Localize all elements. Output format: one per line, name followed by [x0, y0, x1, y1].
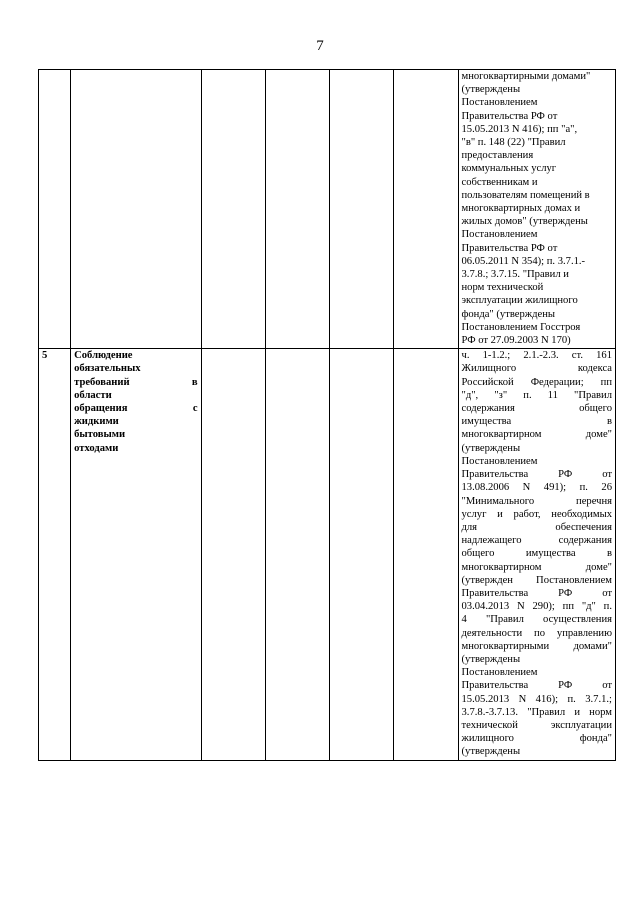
reference-line: Правительства РФ от [461, 469, 612, 481]
reference-line: пользователям помещений в [461, 189, 590, 201]
reference-line: 03.04.2013 N 290); пп "д" п. [461, 601, 612, 613]
requirement-line: требований в [74, 376, 198, 388]
reference-line: 15.05.2013 N 416); п. 3.7.1.; [461, 693, 612, 705]
reference-line: (утверждены [461, 442, 521, 454]
requirement-line: обращения с [74, 403, 198, 415]
reference-line: (утверждены [461, 84, 521, 96]
reference-line: содержания общего [461, 403, 612, 415]
reference-line: Постановлением [461, 97, 538, 109]
reference-line: Правительства РФ от [461, 110, 558, 122]
reference-line: Правительства РФ от [461, 587, 612, 599]
requirement-cell [71, 349, 202, 760]
reference-line: Постановлением Госстроя [461, 321, 581, 333]
empty-cell [201, 70, 265, 349]
requirement-line: обязательных [74, 363, 141, 375]
reference-line: (утверждены [461, 653, 521, 665]
page-number: 7 [316, 38, 324, 54]
requirement-line: отходами [74, 442, 119, 454]
reference-line: 4 "Правил осуществления [461, 614, 612, 626]
reference-line: РФ от 27.09.2003 N 170) [461, 335, 571, 347]
requirement-line: жидкими [74, 416, 119, 428]
reference-line: 06.05.2011 N 354); п. 3.7.1.- [461, 255, 586, 267]
reference-line: имущества в [461, 416, 612, 428]
empty-cell [201, 349, 265, 760]
reference-line: Постановлением [461, 455, 538, 467]
reference-line: ч. 1-1.2.; 2.1.-2.3. ст. 161 [461, 350, 612, 362]
reference-line: Постановлением [461, 667, 538, 679]
reference-line: Российской Федерации; пп [461, 376, 612, 388]
reference-line: Жилищного кодекса [461, 363, 612, 375]
empty-cell [394, 70, 458, 349]
reference-line: Правительства РФ от [461, 680, 612, 692]
legal-reference-cell [458, 349, 616, 760]
empty-cell [394, 349, 458, 760]
empty-cell [330, 349, 394, 760]
reference-line: многоквартирном доме" [461, 429, 612, 441]
legal-reference-cell [458, 70, 616, 349]
reference-line: эксплуатации жилищного [461, 295, 578, 307]
reference-line: 13.08.2006 N 491); п. 26 [461, 482, 612, 494]
reference-line: многоквартирных домах и [461, 203, 581, 215]
reference-line: предоставления [461, 150, 534, 162]
requirement-cell [71, 70, 202, 349]
reference-line: услуг и работ, необходимых [461, 508, 612, 520]
reference-line: Постановлением [461, 229, 538, 241]
reference-line: Правительства РФ от [461, 242, 558, 254]
reference-line: жилищного фонда" [461, 733, 612, 745]
row-number-cell [39, 70, 71, 349]
reference-line: (утверждены [461, 746, 521, 758]
reference-line: норм технической [461, 282, 544, 294]
reference-line: для обеспечения [461, 521, 612, 533]
reference-line: жилых домов" (утверждены [461, 216, 588, 228]
reference-line: 3.7.8.-3.7.13. "Правил и норм [461, 706, 612, 718]
reference-line: "Минимального перечня [461, 495, 612, 507]
reference-line: технической эксплуатации [461, 719, 612, 731]
reference-line: многоквартирном доме" [461, 561, 612, 573]
requirements-table [38, 69, 616, 761]
table-row [39, 349, 616, 760]
reference-line: деятельности по управлению [461, 627, 612, 639]
empty-cell [265, 70, 329, 349]
empty-cell [265, 349, 329, 760]
reference-line: надлежащего содержания [461, 535, 612, 547]
requirement-line: области [74, 389, 112, 401]
reference-line: фонда" (утверждены [461, 308, 555, 320]
reference-line: 15.05.2013 N 416); пп "а", [461, 123, 578, 135]
requirement-line: Соблюдение [74, 350, 133, 362]
reference-line: 3.7.8.; 3.7.15. "Правил и [461, 269, 569, 281]
reference-line: собственникам и [461, 176, 538, 188]
reference-line: (утвержден Постановлением [461, 574, 612, 586]
reference-line: коммунальных услуг [461, 163, 557, 175]
reference-line: "д", "з" п. 11 "Правил [461, 389, 612, 401]
reference-line: многоквартирными домами" [461, 640, 612, 652]
reference-line: многоквартирными домами" [461, 71, 591, 82]
table-row [39, 70, 616, 349]
reference-line: "в" п. 148 (22) "Правил [461, 137, 566, 149]
row-number-cell: 5 [39, 349, 71, 760]
empty-cell [330, 70, 394, 349]
requirement-line: бытовыми [74, 429, 126, 441]
reference-line: общего имущества в [461, 548, 612, 560]
